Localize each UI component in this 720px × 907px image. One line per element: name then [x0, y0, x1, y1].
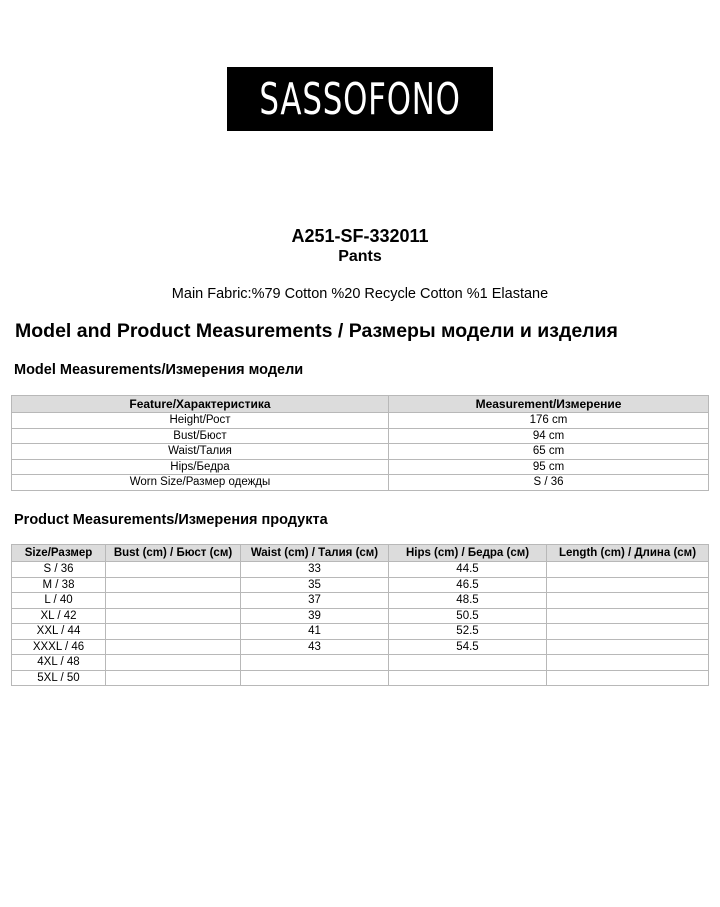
size-cell: XXXL / 46	[12, 639, 106, 655]
table-row	[12, 670, 709, 686]
feature-cell: Hips/Бедра	[12, 459, 389, 475]
product-section-title: Product Measurements/Измерения продукта	[14, 512, 328, 528]
waist-cell: 43	[241, 639, 389, 655]
waist-cell: 33	[241, 562, 389, 578]
waist-cell	[241, 670, 389, 686]
table-row	[12, 608, 709, 624]
bust-cell	[106, 655, 241, 671]
hips-cell: 48.5	[389, 593, 547, 609]
product-code: A251-SF-332011	[291, 226, 429, 246]
feature-cell: Waist/Талия	[12, 444, 389, 460]
table-row	[12, 577, 709, 593]
table-row	[12, 413, 709, 429]
measurement-cell: 95 cm	[389, 459, 709, 475]
bust-cell	[106, 593, 241, 609]
table-row	[12, 428, 709, 444]
page-heading: Model and Product Measurements / Размеры модели и изделия	[15, 320, 618, 342]
feature-cell: Height/Рост	[12, 413, 389, 429]
hips-cell: 44.5	[389, 562, 547, 578]
brand-logo-text: SASSOFONO	[259, 73, 461, 125]
size-cell: 5XL / 50	[12, 670, 106, 686]
size-cell: XXL / 44	[12, 624, 106, 640]
table-row	[12, 562, 709, 578]
column-header: Length (cm) / Длина (см)	[547, 545, 709, 562]
fabric-composition: Main Fabric:%79 Cotton %20 Recycle Cotton %1 Elastane	[171, 286, 549, 302]
model-section-title: Model Measurements/Измерения модели	[14, 362, 304, 378]
model-measurements-table	[11, 395, 709, 491]
hips-cell: 54.5	[389, 639, 547, 655]
column-header: Bust (cm) / Бюст (см)	[106, 545, 241, 562]
brand-logo	[227, 67, 493, 131]
column-header: Hips (cm) / Бедра (см)	[389, 545, 547, 562]
table-row	[12, 593, 709, 609]
column-header: Measurement/Измерение	[389, 396, 709, 413]
table-header-row	[12, 396, 709, 413]
waist-cell: 41	[241, 624, 389, 640]
table-row	[12, 624, 709, 640]
column-header: Waist (cm) / Талия (см)	[241, 545, 389, 562]
size-cell: L / 40	[12, 593, 106, 609]
hips-cell: 52.5	[389, 624, 547, 640]
waist-cell: 35	[241, 577, 389, 593]
size-cell: M / 38	[12, 577, 106, 593]
column-header: Size/Размер	[12, 545, 106, 562]
length-cell	[547, 639, 709, 655]
length-cell	[547, 593, 709, 609]
waist-cell: 37	[241, 593, 389, 609]
column-header: Feature/Характеристика	[12, 396, 389, 413]
size-cell: 4XL / 48	[12, 655, 106, 671]
hips-cell	[389, 670, 547, 686]
length-cell	[547, 577, 709, 593]
hips-cell: 50.5	[389, 608, 547, 624]
product-category: Pants	[338, 248, 382, 265]
size-cell: S / 36	[12, 562, 106, 578]
length-cell	[547, 655, 709, 671]
table-row	[12, 459, 709, 475]
table-row	[12, 639, 709, 655]
product-measurements-table	[11, 544, 709, 686]
length-cell	[547, 562, 709, 578]
bust-cell	[106, 670, 241, 686]
waist-cell	[241, 655, 389, 671]
hips-cell: 46.5	[389, 577, 547, 593]
bust-cell	[106, 608, 241, 624]
measurement-cell: S / 36	[389, 475, 709, 491]
bust-cell	[106, 639, 241, 655]
table-header-row	[12, 545, 709, 562]
size-cell: XL / 42	[12, 608, 106, 624]
table-row	[12, 475, 709, 491]
feature-cell: Bust/Бюст	[12, 428, 389, 444]
length-cell	[547, 608, 709, 624]
length-cell	[547, 670, 709, 686]
feature-cell: Worn Size/Размер одежды	[12, 475, 389, 491]
table-row	[12, 444, 709, 460]
bust-cell	[106, 577, 241, 593]
hips-cell	[389, 655, 547, 671]
bust-cell	[106, 562, 241, 578]
waist-cell: 39	[241, 608, 389, 624]
bust-cell	[106, 624, 241, 640]
measurement-cell: 94 cm	[389, 428, 709, 444]
table-row	[12, 655, 709, 671]
measurement-cell: 65 cm	[389, 444, 709, 460]
length-cell	[547, 624, 709, 640]
measurement-cell: 176 cm	[389, 413, 709, 429]
